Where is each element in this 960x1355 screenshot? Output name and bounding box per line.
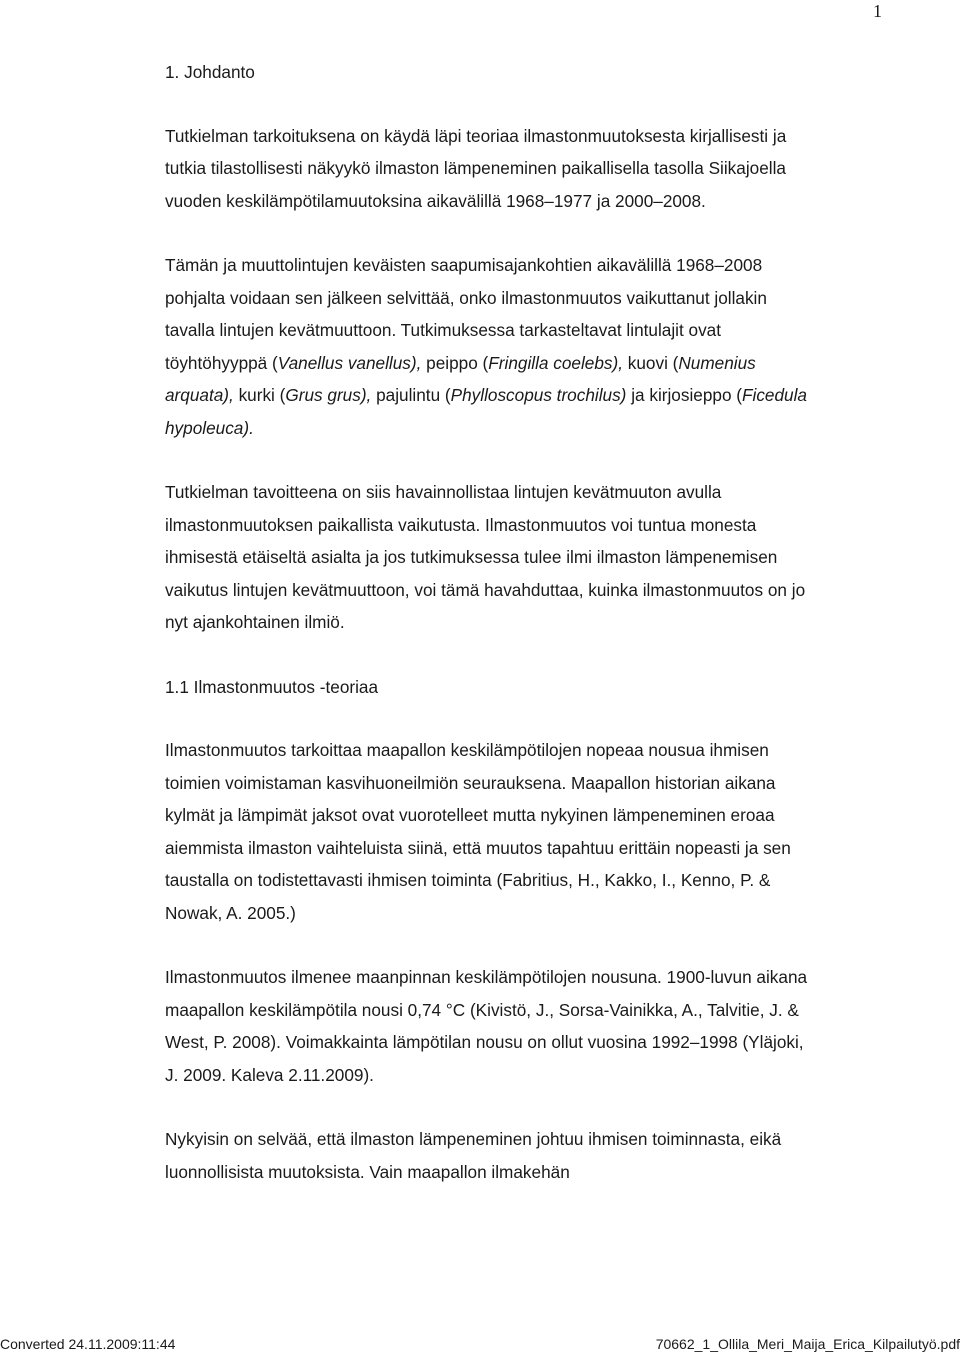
section-paragraph-3: Nykyisin on selvää, että ilmaston lämpeneminen johtuu ihmisen toiminnasta, eikä luonnollisista muutoksista. Vain maapallon ilmakehän [165,1129,782,1182]
section-paragraph-2: Ilmastonmuutos ilmenee maanpinnan keskilämpötilojen nousuna. 1900-luvun aikana maapallon keskilämpötila nousi 0,74 °C (Kivistö, J., Sorsa-Vainikka, A., Talvitie, J. & West, P. 2008). Voimakkainta lämpötilan nousu on ollut vuosina 1992–1998 (Yläjoki, J. 2009. Kaleva 2.11.2009). [165,967,808,1085]
species-name: Fringilla coelebs), [488,352,623,373]
paragraph-text: kurki ( [233,385,286,405]
page-number: 1 [873,1,882,21]
species-name: Ficedula hypoleuca). [165,385,807,438]
footer-filename: 70662_1_Ollila_Meri_Maija_Erica_Kilpailutyö.pdf [655,1336,960,1352]
species-name: Grus grus), [285,385,372,405]
paragraph-text: pajulintu ( [371,385,451,405]
section-paragraph-1: Ilmastonmuutos tarkoittaa maapallon keskilämpötilojen nopeaa nousua ihmisen toimien voimistaman kasvihuoneilmiön seurauksena. Maapallon historian aikana kylmät ja lämpimät jaksot ovat vuorotelleet mutta nykyinen lämpeneminen eroaa aiemmista ilmaston vaihteluista siinä, että muutos tapahtuu erittäin nopeasti ja sen taustalla on todistettavasti ihmisen toiminta (Fabritius, H., Kakko, I., Kenno, P. & Nowak, A. 2005.) [165,740,791,923]
footer-converted-date: Converted 24.11.2009:11:44 [0,1336,176,1352]
intro-paragraph-1: Tutkielman tarkoituksena on käydä läpi teoriaa ilmastonmuutoksesta kirjallisesti ja tutkia tilastollisesti näkyykö ilmaston lämpeneminen paikallisella tasolla Siikajoella vuoden keskilämpötilamuutoksina aikavälillä 1968–1977 ja 2000–2008. [165,125,787,211]
section-heading: 1.1 Ilmastonmuutos -teoriaa [165,676,379,697]
species-name: Numenius arquata), [165,352,756,405]
document-body [165,56,815,1220]
paragraph-text: Tämän ja muuttolintujen keväisten saapumisajankohtien aikavälillä 1968–2008 pohjalta voidaan sen jälkeen selvittää, onko ilmastonmuutos vaikuttanut jollakin tavalla lintujen kevätmuuttoon. Tutkimuksessa tarkasteltavat lintulajit ovat töyhtöhyyppä ( [165,255,767,373]
paragraph-text: kuovi ( [622,352,679,373]
species-name: Vanellus vanellus), [277,352,422,373]
species-name: Phylloscopus trochilus) [450,385,627,405]
chapter-heading: 1. Johdanto [165,62,255,82]
intro-paragraph-2 [165,249,815,444]
paragraph-text: ja kirjosieppo ( [626,385,743,405]
paragraph-text: peippo ( [421,352,489,373]
intro-paragraph-3: Tutkielman tavoitteena on siis havainnollistaa lintujen kevätmuuton avulla ilmastonmuutoksen paikallista vaikutusta. Ilmastonmuutos voi tuntua monesta ihmisestä etäiseltä asialta ja jos tutkimuksessa tulee ilmi ilmaston lämpenemisen vaikutus lintujen kevätmuuttoon, voi tämä havahduttaa, kuinka ilmastonmuutos on jo nyt ajankohtainen ilmiö. [165,482,806,632]
